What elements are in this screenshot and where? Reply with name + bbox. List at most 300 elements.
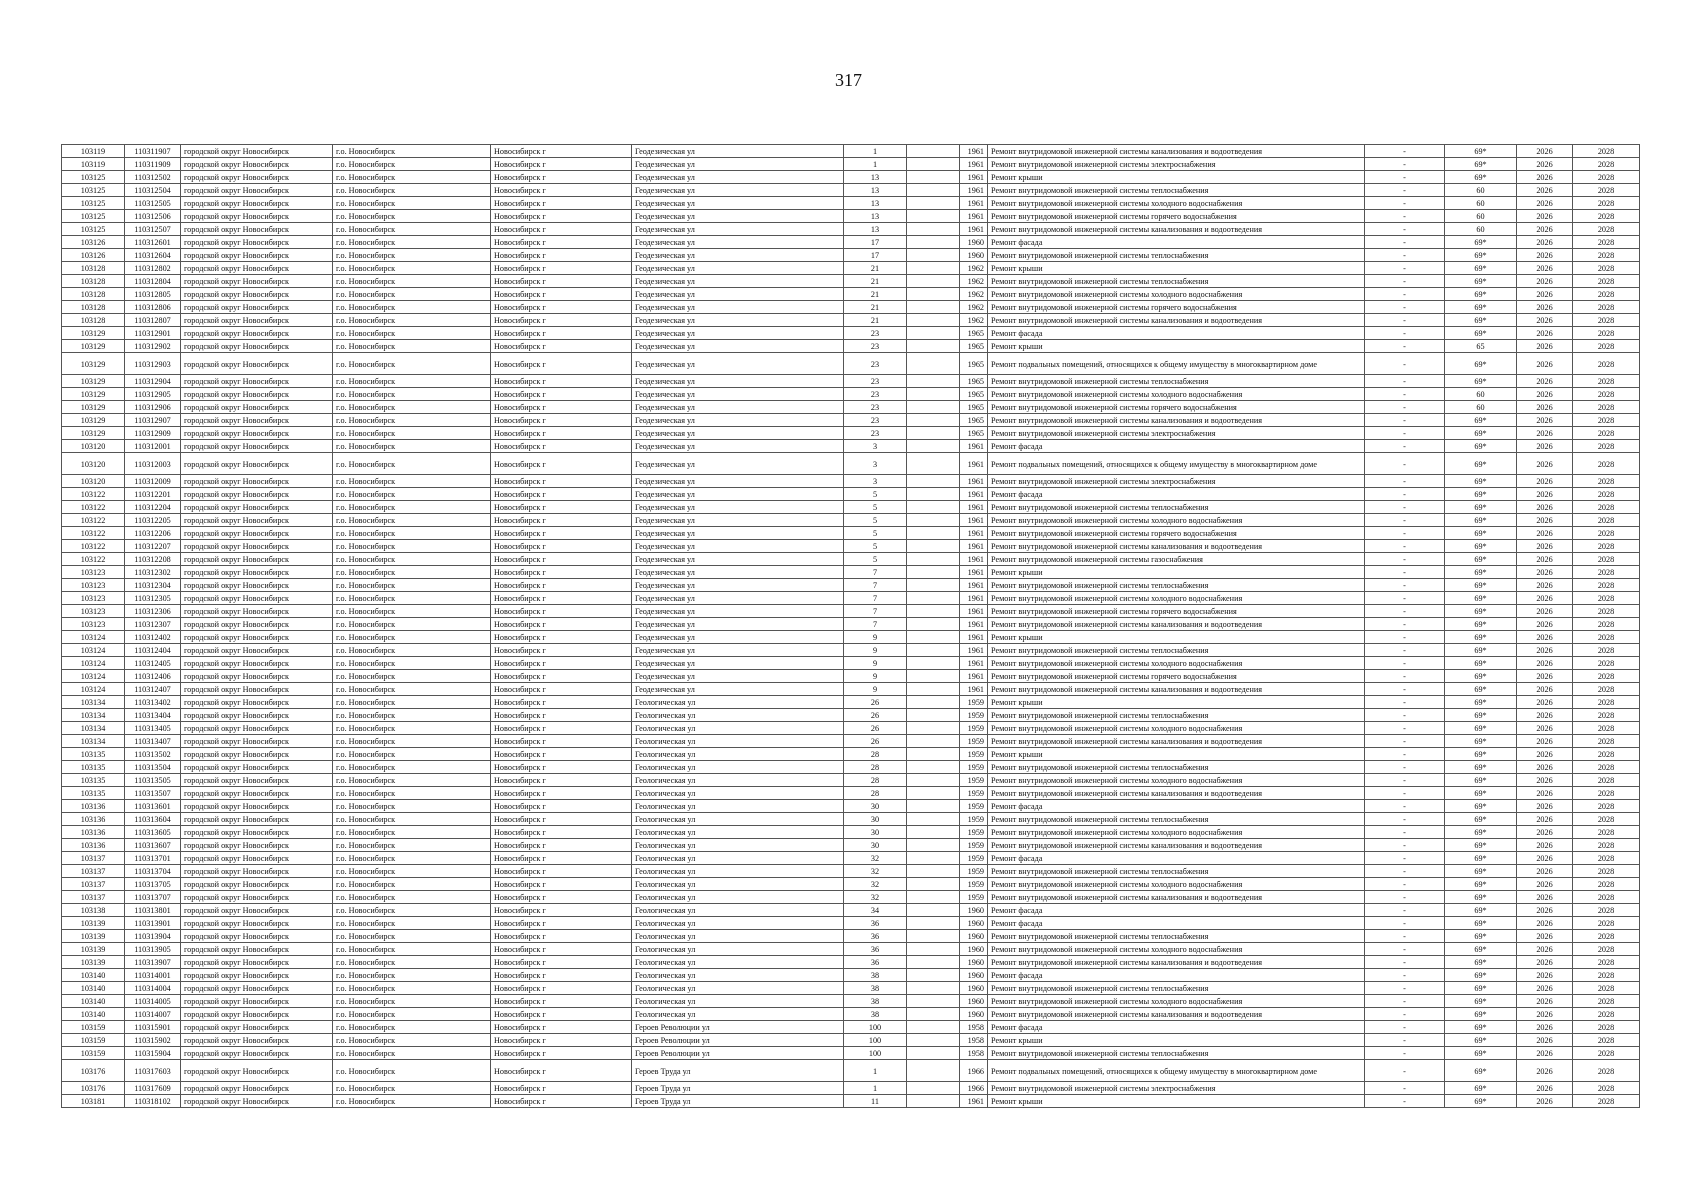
cell-locality: г.о. Новосибирск — [333, 145, 491, 158]
cell-record-id: 103124 — [62, 657, 125, 670]
cell-building — [907, 210, 960, 223]
cell-end-year: 2028 — [1573, 340, 1640, 353]
cell-street: Геологическая ул — [632, 709, 844, 722]
cell-building — [907, 930, 960, 943]
cell-start-year: 2026 — [1517, 709, 1573, 722]
cell-object-code: 110312502 — [125, 171, 181, 184]
cell-house-number: 38 — [844, 982, 907, 995]
cell-street: Геодезическая ул — [632, 275, 844, 288]
cell-start-year: 2026 — [1517, 631, 1573, 644]
cell-record-id: 103135 — [62, 761, 125, 774]
cell-end-year: 2028 — [1573, 1021, 1640, 1034]
cell-district: городской округ Новосибирск — [181, 197, 333, 210]
cell-object-code: 110312905 — [125, 388, 181, 401]
table-row — [62, 618, 1640, 631]
cell-build-year: 1961 — [960, 453, 988, 475]
cell-district: городской округ Новосибирск — [181, 275, 333, 288]
cell-object-code: 110313704 — [125, 865, 181, 878]
cell-district: городской округ Новосибирск — [181, 158, 333, 171]
cell-value: 69* — [1445, 969, 1517, 982]
cell-end-year: 2028 — [1573, 288, 1640, 301]
cell-building — [907, 579, 960, 592]
cell-start-year: 2026 — [1517, 1082, 1573, 1095]
cell-object-code: 110312604 — [125, 249, 181, 262]
cell-street: Геодезическая ул — [632, 414, 844, 427]
cell-building — [907, 375, 960, 388]
cell-district: городской округ Новосибирск — [181, 904, 333, 917]
cell-build-year: 1959 — [960, 748, 988, 761]
cell-city: Новосибирск г — [491, 800, 632, 813]
cell-start-year: 2026 — [1517, 930, 1573, 943]
cell-record-id: 103122 — [62, 553, 125, 566]
cell-district: городской округ Новосибирск — [181, 969, 333, 982]
cell-locality: г.о. Новосибирск — [333, 774, 491, 787]
cell-value: 69* — [1445, 414, 1517, 427]
cell-work-type: Ремонт внутридомовой инженерной системы холодного водоснабжения — [988, 774, 1365, 787]
cell-building — [907, 722, 960, 735]
cell-locality: г.о. Новосибирск — [333, 262, 491, 275]
cell-dash: - — [1365, 340, 1445, 353]
cell-street: Геодезическая ул — [632, 553, 844, 566]
cell-build-year: 1962 — [960, 288, 988, 301]
cell-building — [907, 275, 960, 288]
table-row — [62, 826, 1640, 839]
cell-object-code: 110313801 — [125, 904, 181, 917]
cell-dash: - — [1365, 592, 1445, 605]
cell-object-code: 110312307 — [125, 618, 181, 631]
cell-house-number: 32 — [844, 891, 907, 904]
cell-object-code: 110312507 — [125, 223, 181, 236]
cell-object-code: 110312406 — [125, 670, 181, 683]
cell-city: Новосибирск г — [491, 865, 632, 878]
cell-locality: г.о. Новосибирск — [333, 501, 491, 514]
cell-dash: - — [1365, 553, 1445, 566]
table-row — [62, 184, 1640, 197]
cell-city: Новосибирск г — [491, 995, 632, 1008]
cell-work-type: Ремонт внутридомовой инженерной системы холодного водоснабжения — [988, 514, 1365, 527]
cell-work-type: Ремонт внутридомовой инженерной системы теплоснабжения — [988, 813, 1365, 826]
cell-value: 69* — [1445, 353, 1517, 375]
cell-street: Геологическая ул — [632, 826, 844, 839]
cell-object-code: 110312204 — [125, 501, 181, 514]
cell-value: 69* — [1445, 930, 1517, 943]
cell-building — [907, 852, 960, 865]
cell-work-type: Ремонт внутридомовой инженерной системы теплоснабжения — [988, 501, 1365, 514]
cell-start-year: 2026 — [1517, 475, 1573, 488]
cell-record-id: 103138 — [62, 904, 125, 917]
cell-house-number: 13 — [844, 171, 907, 184]
cell-value: 69* — [1445, 605, 1517, 618]
page-number: 317 — [835, 70, 862, 90]
cell-start-year: 2026 — [1517, 579, 1573, 592]
cell-house-number: 23 — [844, 401, 907, 414]
cell-house-number: 13 — [844, 210, 907, 223]
cell-end-year: 2028 — [1573, 353, 1640, 375]
cell-end-year: 2028 — [1573, 696, 1640, 709]
cell-house-number: 5 — [844, 527, 907, 540]
cell-work-type: Ремонт внутридомовой инженерной системы канализования и водоотведения — [988, 1008, 1365, 1021]
cell-district: городской округ Новосибирск — [181, 223, 333, 236]
cell-locality: г.о. Новосибирск — [333, 223, 491, 236]
cell-city: Новосибирск г — [491, 566, 632, 579]
cell-dash: - — [1365, 514, 1445, 527]
cell-work-type: Ремонт внутридомовой инженерной системы холодного водоснабжения — [988, 878, 1365, 891]
cell-work-type: Ремонт внутридомовой инженерной системы теплоснабжения — [988, 761, 1365, 774]
cell-object-code: 110312206 — [125, 527, 181, 540]
cell-street: Геодезическая ул — [632, 375, 844, 388]
cell-street: Геодезическая ул — [632, 592, 844, 605]
table-row — [62, 657, 1640, 670]
cell-work-type: Ремонт крыши — [988, 262, 1365, 275]
cell-record-id: 103122 — [62, 501, 125, 514]
cell-city: Новосибирск г — [491, 197, 632, 210]
cell-building — [907, 1008, 960, 1021]
cell-start-year: 2026 — [1517, 865, 1573, 878]
table-row — [62, 288, 1640, 301]
cell-building — [907, 683, 960, 696]
cell-end-year: 2028 — [1573, 236, 1640, 249]
cell-dash: - — [1365, 787, 1445, 800]
table-row — [62, 761, 1640, 774]
cell-start-year: 2026 — [1517, 761, 1573, 774]
cell-dash: - — [1365, 1008, 1445, 1021]
cell-work-type: Ремонт внутридомовой инженерной системы электроснабжения — [988, 475, 1365, 488]
cell-end-year: 2028 — [1573, 540, 1640, 553]
cell-object-code: 110312506 — [125, 210, 181, 223]
cell-street: Геодезическая ул — [632, 388, 844, 401]
cell-object-code: 110312009 — [125, 475, 181, 488]
cell-dash: - — [1365, 184, 1445, 197]
cell-start-year: 2026 — [1517, 969, 1573, 982]
cell-district: городской округ Новосибирск — [181, 683, 333, 696]
cell-record-id: 103120 — [62, 453, 125, 475]
cell-start-year: 2026 — [1517, 956, 1573, 969]
cell-city: Новосибирск г — [491, 427, 632, 440]
cell-value: 69* — [1445, 301, 1517, 314]
cell-house-number: 1 — [844, 1082, 907, 1095]
cell-dash: - — [1365, 982, 1445, 995]
cell-locality: г.о. Новосибирск — [333, 605, 491, 618]
cell-house-number: 38 — [844, 1008, 907, 1021]
cell-start-year: 2026 — [1517, 340, 1573, 353]
cell-build-year: 1961 — [960, 223, 988, 236]
cell-end-year: 2028 — [1573, 488, 1640, 501]
cell-building — [907, 982, 960, 995]
cell-object-code: 110315904 — [125, 1047, 181, 1060]
cell-build-year: 1961 — [960, 145, 988, 158]
cell-end-year: 2028 — [1573, 553, 1640, 566]
cell-end-year: 2028 — [1573, 800, 1640, 813]
cell-work-type: Ремонт внутридомовой инженерной системы канализования и водоотведения — [988, 145, 1365, 158]
cell-city: Новосибирск г — [491, 943, 632, 956]
cell-record-id: 103128 — [62, 301, 125, 314]
cell-value: 60 — [1445, 401, 1517, 414]
cell-house-number: 21 — [844, 314, 907, 327]
cell-record-id: 103129 — [62, 427, 125, 440]
table-row — [62, 566, 1640, 579]
cell-city: Новосибирск г — [491, 340, 632, 353]
cell-dash: - — [1365, 475, 1445, 488]
cell-record-id: 103176 — [62, 1060, 125, 1082]
cell-dash: - — [1365, 566, 1445, 579]
cell-street: Геодезическая ул — [632, 301, 844, 314]
cell-district: городской округ Новосибирск — [181, 865, 333, 878]
cell-start-year: 2026 — [1517, 813, 1573, 826]
cell-street: Геодезическая ул — [632, 631, 844, 644]
cell-street: Геодезическая ул — [632, 314, 844, 327]
cell-street: Геодезическая ул — [632, 184, 844, 197]
cell-start-year: 2026 — [1517, 540, 1573, 553]
cell-locality: г.о. Новосибирск — [333, 956, 491, 969]
cell-object-code: 110313901 — [125, 917, 181, 930]
cell-street: Геологическая ул — [632, 904, 844, 917]
cell-record-id: 103134 — [62, 735, 125, 748]
cell-district: городской округ Новосибирск — [181, 813, 333, 826]
cell-dash: - — [1365, 375, 1445, 388]
cell-value: 69* — [1445, 579, 1517, 592]
cell-value: 69* — [1445, 553, 1517, 566]
cell-record-id: 103119 — [62, 145, 125, 158]
cell-record-id: 103129 — [62, 327, 125, 340]
table-row — [62, 440, 1640, 453]
cell-city: Новосибирск г — [491, 262, 632, 275]
cell-start-year: 2026 — [1517, 1060, 1573, 1082]
cell-end-year: 2028 — [1573, 735, 1640, 748]
table-row — [62, 223, 1640, 236]
cell-work-type: Ремонт подвальных помещений, относящихся к общему имуществу в многоквартирном доме — [988, 1060, 1365, 1082]
cell-dash: - — [1365, 774, 1445, 787]
cell-work-type: Ремонт фасада — [988, 440, 1365, 453]
cell-start-year: 2026 — [1517, 618, 1573, 631]
cell-object-code: 110312201 — [125, 488, 181, 501]
cell-dash: - — [1365, 158, 1445, 171]
cell-start-year: 2026 — [1517, 891, 1573, 904]
cell-house-number: 26 — [844, 735, 907, 748]
cell-start-year: 2026 — [1517, 301, 1573, 314]
cell-locality: г.о. Новосибирск — [333, 735, 491, 748]
cell-record-id: 103136 — [62, 839, 125, 852]
cell-value: 69* — [1445, 592, 1517, 605]
cell-end-year: 2028 — [1573, 982, 1640, 995]
cell-start-year: 2026 — [1517, 236, 1573, 249]
cell-city: Новосибирск г — [491, 852, 632, 865]
cell-building — [907, 314, 960, 327]
cell-object-code: 110313701 — [125, 852, 181, 865]
cell-city: Новосибирск г — [491, 787, 632, 800]
cell-value: 69* — [1445, 657, 1517, 670]
cell-locality: г.о. Новосибирск — [333, 440, 491, 453]
cell-object-code: 110315902 — [125, 1034, 181, 1047]
cell-district: городской округ Новосибирск — [181, 891, 333, 904]
table-row — [62, 813, 1640, 826]
cell-city: Новосибирск г — [491, 388, 632, 401]
cell-locality: г.о. Новосибирск — [333, 553, 491, 566]
cell-work-type: Ремонт внутридомовой инженерной системы холодного водоснабжения — [988, 995, 1365, 1008]
cell-city: Новосибирск г — [491, 501, 632, 514]
cell-value: 69* — [1445, 813, 1517, 826]
cell-end-year: 2028 — [1573, 631, 1640, 644]
cell-house-number: 36 — [844, 956, 907, 969]
cell-record-id: 103123 — [62, 618, 125, 631]
cell-work-type: Ремонт фасада — [988, 969, 1365, 982]
cell-end-year: 2028 — [1573, 145, 1640, 158]
cell-record-id: 103122 — [62, 540, 125, 553]
cell-record-id: 103140 — [62, 995, 125, 1008]
cell-street: Геодезическая ул — [632, 440, 844, 453]
cell-dash: - — [1365, 1060, 1445, 1082]
cell-building — [907, 956, 960, 969]
table-row — [62, 514, 1640, 527]
cell-city: Новосибирск г — [491, 301, 632, 314]
cell-city: Новосибирск г — [491, 670, 632, 683]
cell-value: 69* — [1445, 314, 1517, 327]
cell-house-number: 7 — [844, 566, 907, 579]
cell-street: Геологическая ул — [632, 943, 844, 956]
cell-end-year: 2028 — [1573, 401, 1640, 414]
cell-end-year: 2028 — [1573, 969, 1640, 982]
cell-street: Геологическая ул — [632, 735, 844, 748]
cell-build-year: 1961 — [960, 683, 988, 696]
cell-record-id: 103124 — [62, 670, 125, 683]
table-row — [62, 236, 1640, 249]
cell-object-code: 110314004 — [125, 982, 181, 995]
table-row — [62, 683, 1640, 696]
cell-city: Новосибирск г — [491, 696, 632, 709]
cell-house-number: 11 — [844, 1095, 907, 1108]
cell-street: Геологическая ул — [632, 852, 844, 865]
cell-street: Геологическая ул — [632, 800, 844, 813]
cell-end-year: 2028 — [1573, 314, 1640, 327]
cell-building — [907, 1060, 960, 1082]
cell-work-type: Ремонт крыши — [988, 340, 1365, 353]
cell-street: Геодезическая ул — [632, 527, 844, 540]
cell-value: 69* — [1445, 631, 1517, 644]
cell-district: городской округ Новосибирск — [181, 427, 333, 440]
table-row — [62, 1047, 1640, 1060]
cell-work-type: Ремонт внутридомовой инженерной системы холодного водоснабжения — [988, 657, 1365, 670]
cell-object-code: 110312804 — [125, 275, 181, 288]
cell-end-year: 2028 — [1573, 501, 1640, 514]
cell-value: 69* — [1445, 787, 1517, 800]
cell-district: городской округ Новосибирск — [181, 839, 333, 852]
table-row — [62, 943, 1640, 956]
cell-value: 69* — [1445, 236, 1517, 249]
cell-district: городской округ Новосибирск — [181, 340, 333, 353]
cell-district: городской округ Новосибирск — [181, 488, 333, 501]
cell-district: городской округ Новосибирск — [181, 722, 333, 735]
cell-locality: г.о. Новосибирск — [333, 184, 491, 197]
cell-building — [907, 1095, 960, 1108]
cell-record-id: 103159 — [62, 1034, 125, 1047]
cell-dash: - — [1365, 904, 1445, 917]
cell-building — [907, 1034, 960, 1047]
cell-district: городской округ Новосибирск — [181, 353, 333, 375]
cell-dash: - — [1365, 722, 1445, 735]
cell-start-year: 2026 — [1517, 605, 1573, 618]
cell-build-year: 1961 — [960, 618, 988, 631]
cell-end-year: 2028 — [1573, 605, 1640, 618]
cell-start-year: 2026 — [1517, 917, 1573, 930]
cell-city: Новосибирск г — [491, 488, 632, 501]
cell-district: городской округ Новосибирск — [181, 644, 333, 657]
cell-street: Геодезическая ул — [632, 158, 844, 171]
cell-end-year: 2028 — [1573, 774, 1640, 787]
cell-locality: г.о. Новосибирск — [333, 761, 491, 774]
cell-dash: - — [1365, 236, 1445, 249]
cell-locality: г.о. Новосибирск — [333, 904, 491, 917]
cell-street: Геологическая ул — [632, 995, 844, 1008]
cell-house-number: 5 — [844, 514, 907, 527]
table-row — [62, 579, 1640, 592]
cell-work-type: Ремонт внутридомовой инженерной системы холодного водоснабжения — [988, 722, 1365, 735]
table-row — [62, 414, 1640, 427]
table-row — [62, 262, 1640, 275]
cell-record-id: 103128 — [62, 262, 125, 275]
cell-city: Новосибирск г — [491, 453, 632, 475]
cell-street: Геологическая ул — [632, 865, 844, 878]
cell-start-year: 2026 — [1517, 427, 1573, 440]
cell-city: Новосибирск г — [491, 1095, 632, 1108]
cell-dash: - — [1365, 657, 1445, 670]
cell-object-code: 110313405 — [125, 722, 181, 735]
cell-house-number: 9 — [844, 683, 907, 696]
table-row — [62, 774, 1640, 787]
cell-locality: г.о. Новосибирск — [333, 375, 491, 388]
cell-locality: г.о. Новосибирск — [333, 579, 491, 592]
cell-work-type: Ремонт внутридомовой инженерной системы канализования и водоотведения — [988, 314, 1365, 327]
cell-locality: г.о. Новосибирск — [333, 1060, 491, 1082]
cell-city: Новосибирск г — [491, 540, 632, 553]
cell-build-year: 1959 — [960, 800, 988, 813]
cell-city: Новосибирск г — [491, 917, 632, 930]
cell-district: городской округ Новосибирск — [181, 878, 333, 891]
cell-build-year: 1959 — [960, 826, 988, 839]
cell-locality: г.о. Новосибирск — [333, 982, 491, 995]
cell-house-number: 100 — [844, 1047, 907, 1060]
cell-value: 69* — [1445, 527, 1517, 540]
cell-city: Новосибирск г — [491, 314, 632, 327]
table-row — [62, 488, 1640, 501]
table-row — [62, 1034, 1640, 1047]
cell-build-year: 1965 — [960, 340, 988, 353]
cell-locality: г.о. Новосибирск — [333, 427, 491, 440]
cell-record-id: 103137 — [62, 878, 125, 891]
cell-work-type: Ремонт внутридомовой инженерной системы канализования и водоотведения — [988, 223, 1365, 236]
cell-object-code: 110313502 — [125, 748, 181, 761]
table-row — [62, 301, 1640, 314]
cell-end-year: 2028 — [1573, 761, 1640, 774]
table-row — [62, 904, 1640, 917]
cell-house-number: 9 — [844, 670, 907, 683]
cell-locality: г.о. Новосибирск — [333, 314, 491, 327]
cell-work-type: Ремонт внутридомовой инженерной системы горячего водоснабжения — [988, 301, 1365, 314]
cell-dash: - — [1365, 145, 1445, 158]
cell-object-code: 110312807 — [125, 314, 181, 327]
cell-city: Новосибирск г — [491, 1008, 632, 1021]
cell-record-id: 103126 — [62, 236, 125, 249]
cell-start-year: 2026 — [1517, 696, 1573, 709]
cell-value: 69* — [1445, 1008, 1517, 1021]
cell-value: 69* — [1445, 566, 1517, 579]
cell-start-year: 2026 — [1517, 223, 1573, 236]
cell-house-number: 13 — [844, 223, 907, 236]
cell-end-year: 2028 — [1573, 618, 1640, 631]
cell-city: Новосибирск г — [491, 618, 632, 631]
cell-build-year: 1961 — [960, 488, 988, 501]
cell-end-year: 2028 — [1573, 839, 1640, 852]
table-row — [62, 527, 1640, 540]
cell-house-number: 1 — [844, 145, 907, 158]
